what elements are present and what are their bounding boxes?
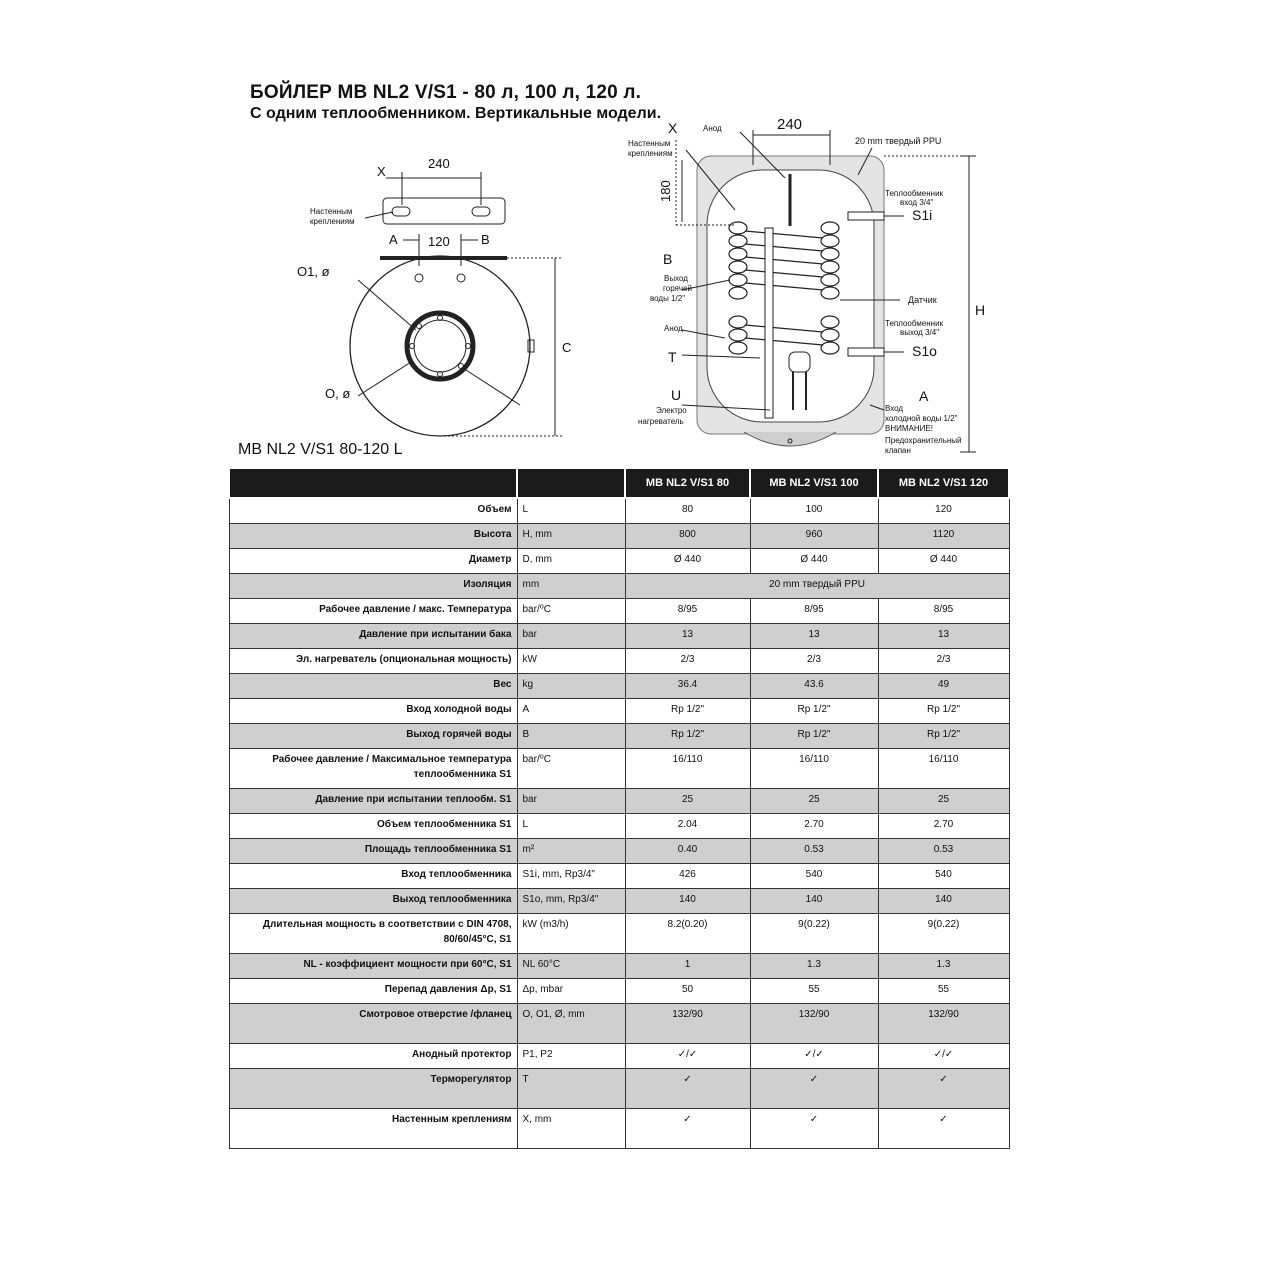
row-value: 1.3: [750, 953, 878, 978]
row-value: Rp 1/2": [750, 723, 878, 748]
row-value: 8.2(0.20): [625, 913, 750, 953]
row-value: ✓: [625, 1068, 750, 1108]
row-unit: bar: [517, 788, 625, 813]
row-value: 132/90: [625, 1003, 750, 1043]
row-value: 13: [878, 623, 1009, 648]
row-value: 8/95: [750, 598, 878, 623]
technical-drawing: [0, 0, 1280, 470]
row-value: Rp 1/2": [878, 723, 1009, 748]
row-unit: S1o, mm, Rp3/4": [517, 888, 625, 913]
row-parameter-name: Терморегулятор: [229, 1068, 517, 1108]
row-value: 25: [878, 788, 1009, 813]
table-row: [229, 573, 1009, 598]
table-row: [229, 813, 1009, 838]
row-value: 800: [625, 523, 750, 548]
side-heater-1: Электро: [656, 406, 687, 415]
top-view-drawing: [350, 172, 562, 436]
row-value: 140: [878, 888, 1009, 913]
row-value: 0.40: [625, 838, 750, 863]
row-parameter-name: Диаметр: [229, 548, 517, 573]
side-hx-out-1: Теплообменник: [885, 319, 944, 328]
row-unit: bar/⁰C: [517, 598, 625, 623]
row-value: ✓: [750, 1068, 878, 1108]
row-unit: T: [517, 1068, 625, 1108]
side-anode-top: Анод: [703, 124, 722, 133]
row-unit: P1, P2: [517, 1043, 625, 1068]
row-parameter-name: Вес: [229, 673, 517, 698]
side-s1o: S1o: [912, 343, 937, 359]
row-value: ✓: [878, 1068, 1009, 1108]
table-row: [229, 1108, 1009, 1148]
row-value: 16/110: [750, 748, 878, 788]
table-row: [229, 838, 1009, 863]
top-wall-mount-2: креплениям: [310, 217, 355, 226]
table-row: [229, 548, 1009, 573]
top-dim-240: 240: [428, 156, 450, 171]
row-parameter-name: Давление при испытании теплообм. S1: [229, 788, 517, 813]
row-value: 0.53: [878, 838, 1009, 863]
row-unit: bar/⁰C: [517, 748, 625, 788]
row-value: 2.70: [750, 813, 878, 838]
row-parameter-name: Давление при испытании бака: [229, 623, 517, 648]
side-x-label: X: [668, 120, 678, 136]
row-value: 960: [750, 523, 878, 548]
row-value: 8/95: [878, 598, 1009, 623]
row-value: Rp 1/2": [625, 723, 750, 748]
row-value: 120: [878, 498, 1009, 523]
row-value: 132/90: [750, 1003, 878, 1043]
header-model-80: MB NL2 V/S1 80: [625, 468, 750, 498]
row-unit: kW (m3/h): [517, 913, 625, 953]
side-a-label: A: [919, 388, 929, 404]
row-value: 0.53: [750, 838, 878, 863]
top-wall-mount-1: Настенным: [310, 207, 353, 216]
row-value: 43.6: [750, 673, 878, 698]
row-value: 50: [625, 978, 750, 1003]
table-row: [229, 523, 1009, 548]
table-row: [229, 913, 1009, 953]
table-row: [229, 888, 1009, 913]
row-value: 100: [750, 498, 878, 523]
row-value: 13: [625, 623, 750, 648]
row-parameter-name: Рабочее давление / Максимальное температура теплообменника S1: [229, 748, 517, 788]
row-parameter-name: Анодный протектор: [229, 1043, 517, 1068]
side-u-label: U: [671, 387, 682, 403]
row-value: 2/3: [625, 648, 750, 673]
row-value: 49: [878, 673, 1009, 698]
row-value: 140: [625, 888, 750, 913]
row-value-merged: 20 mm твердый PPU: [625, 573, 1009, 598]
side-wall-mount-1: Настенным: [628, 139, 671, 148]
top-dim-120: 120: [428, 234, 450, 249]
table-row: [229, 953, 1009, 978]
side-cold-in-2: холодной воды 1/2": [885, 414, 958, 423]
side-cold-in-1: Вход: [885, 404, 904, 413]
row-value: 540: [750, 863, 878, 888]
side-cold-in-5: клапан: [885, 446, 911, 455]
table-row: [229, 788, 1009, 813]
side-t-label: T: [668, 349, 677, 365]
row-unit: L: [517, 813, 625, 838]
row-parameter-name: Смотровое отверстие /фланец: [229, 1003, 517, 1043]
row-value: 8/95: [625, 598, 750, 623]
table-row: [229, 598, 1009, 623]
side-dim-180: 180: [658, 180, 673, 202]
row-value: Rp 1/2": [878, 698, 1009, 723]
row-parameter-name: NL - коэффициент мощности при 60°C, S1: [229, 953, 517, 978]
side-s1i: S1i: [912, 207, 933, 223]
row-value: 9(0.22): [878, 913, 1009, 953]
row-unit: NL 60°C: [517, 953, 625, 978]
row-value: ✓: [878, 1108, 1009, 1148]
row-value: ✓: [750, 1108, 878, 1148]
top-x-label: X: [377, 164, 386, 179]
row-value: 2.04: [625, 813, 750, 838]
table-row: [229, 1043, 1009, 1068]
row-value: 13: [750, 623, 878, 648]
row-unit: Δp, mbar: [517, 978, 625, 1003]
row-parameter-name: Вход теплообменника: [229, 863, 517, 888]
row-unit: H, mm: [517, 523, 625, 548]
row-unit: bar: [517, 623, 625, 648]
side-h-label: H: [975, 302, 986, 318]
table-row: [229, 978, 1009, 1003]
table-row: [229, 748, 1009, 788]
row-unit: X, mm: [517, 1108, 625, 1148]
side-wall-mount-2: креплениям: [628, 149, 673, 158]
row-unit: S1i, mm, Rp3/4": [517, 863, 625, 888]
row-parameter-name: Выход теплообменника: [229, 888, 517, 913]
row-parameter-name: Объем: [229, 498, 517, 523]
side-anode: Анод: [664, 324, 683, 333]
header-cell: [517, 468, 625, 498]
row-value: ✓/✓: [625, 1043, 750, 1068]
row-unit: m²: [517, 838, 625, 863]
row-value: 132/90: [878, 1003, 1009, 1043]
top-b-label: B: [481, 232, 490, 247]
table-row: [229, 1068, 1009, 1108]
side-hx-out-2: выход 3/4": [900, 328, 940, 337]
row-value: Rp 1/2": [750, 698, 878, 723]
table-row: [229, 673, 1009, 698]
row-value: 1.3: [878, 953, 1009, 978]
row-value: 2/3: [878, 648, 1009, 673]
row-value: 1: [625, 953, 750, 978]
row-value: 16/110: [878, 748, 1009, 788]
row-parameter-name: Выход горячей воды: [229, 723, 517, 748]
table-row: [229, 498, 1009, 523]
row-unit: A: [517, 698, 625, 723]
row-value: Ø 440: [878, 548, 1009, 573]
row-parameter-name: Рабочее давление / макс. Температура: [229, 598, 517, 623]
side-view-drawing: [676, 130, 976, 452]
row-value: 9(0.22): [750, 913, 878, 953]
side-b-label: B: [663, 251, 673, 267]
row-value: 25: [750, 788, 878, 813]
top-c-label: C: [562, 340, 572, 355]
table-row: [229, 863, 1009, 888]
top-a-label: A: [389, 232, 398, 247]
side-dim-240: 240: [777, 116, 803, 133]
row-value: 2.70: [878, 813, 1009, 838]
row-value: Ø 440: [625, 548, 750, 573]
top-o1-label: O1, ø: [297, 264, 330, 279]
row-value: ✓/✓: [750, 1043, 878, 1068]
row-value: 80: [625, 498, 750, 523]
table-row: [229, 723, 1009, 748]
spec-table-body: [229, 468, 1009, 1148]
row-unit: mm: [517, 573, 625, 598]
row-parameter-name: Вход холодной воды: [229, 698, 517, 723]
row-parameter-name: Высота: [229, 523, 517, 548]
row-value: 540: [878, 863, 1009, 888]
side-hot-out-2: горячей: [663, 284, 692, 293]
header-model-120: MB NL2 V/S1 120: [878, 468, 1009, 498]
row-unit: L: [517, 498, 625, 523]
spec-table-wrapper: [228, 467, 1008, 1149]
row-value: Ø 440: [750, 548, 878, 573]
model-caption: MB NL2 V/S1 80-120 L: [238, 441, 403, 458]
row-value: ✓/✓: [878, 1043, 1009, 1068]
row-unit: kW: [517, 648, 625, 673]
row-parameter-name: Длительная мощность в соответствии с DIN 4708, 80/60/45°C, S1: [229, 913, 517, 953]
side-hot-out-1: Выход: [664, 274, 688, 283]
row-value: 55: [878, 978, 1009, 1003]
row-value: 25: [625, 788, 750, 813]
row-unit: B: [517, 723, 625, 748]
row-value: 2/3: [750, 648, 878, 673]
side-heater-2: нагреватель: [638, 417, 684, 426]
row-parameter-name: Объем теплообменника S1: [229, 813, 517, 838]
top-view-labels: [297, 156, 571, 401]
header-cell: [229, 468, 517, 498]
row-unit: O, O1, Ø, mm: [517, 1003, 625, 1043]
document-subtitle: С одним теплообменником. Вертикальные модели.: [250, 105, 662, 122]
side-sensor: Датчик: [908, 295, 937, 305]
spec-table: [228, 467, 1010, 1149]
document-title: БОЙЛЕР MB NL2 V/S1 - 80 л, 100 л, 120 л.: [250, 82, 642, 103]
side-hx-in-1: Теплообменник: [885, 189, 944, 198]
table-row: [229, 1003, 1009, 1043]
row-value: 16/110: [625, 748, 750, 788]
header-model-100: MB NL2 V/S1 100: [750, 468, 878, 498]
side-cold-in-4: Предохранительный: [885, 436, 962, 445]
row-parameter-name: Настенным креплениям: [229, 1108, 517, 1148]
row-value: Rp 1/2": [625, 698, 750, 723]
row-value: 1120: [878, 523, 1009, 548]
row-parameter-name: Площадь теплообменника S1: [229, 838, 517, 863]
row-parameter-name: Эл. нагреватель (опциональная мощность): [229, 648, 517, 673]
side-hx-in-2: вход 3/4": [900, 198, 934, 207]
row-unit: D, mm: [517, 548, 625, 573]
row-value: ✓: [625, 1108, 750, 1148]
row-value: 426: [625, 863, 750, 888]
table-row: [229, 648, 1009, 673]
table-header-row: [229, 468, 1009, 498]
side-hot-out-3: воды 1/2": [650, 294, 686, 303]
row-parameter-name: Изоляция: [229, 573, 517, 598]
row-unit: kg: [517, 673, 625, 698]
top-o-label: O, ø: [325, 386, 351, 401]
row-value: 36.4: [625, 673, 750, 698]
side-cold-in-3: ВНИМАНИЕ!: [885, 424, 933, 433]
row-parameter-name: Перепад давления Δp, S1: [229, 978, 517, 1003]
table-row: [229, 623, 1009, 648]
row-value: 55: [750, 978, 878, 1003]
side-insulation: 20 mm твердый PPU: [855, 136, 942, 146]
row-value: 140: [750, 888, 878, 913]
table-row: [229, 698, 1009, 723]
